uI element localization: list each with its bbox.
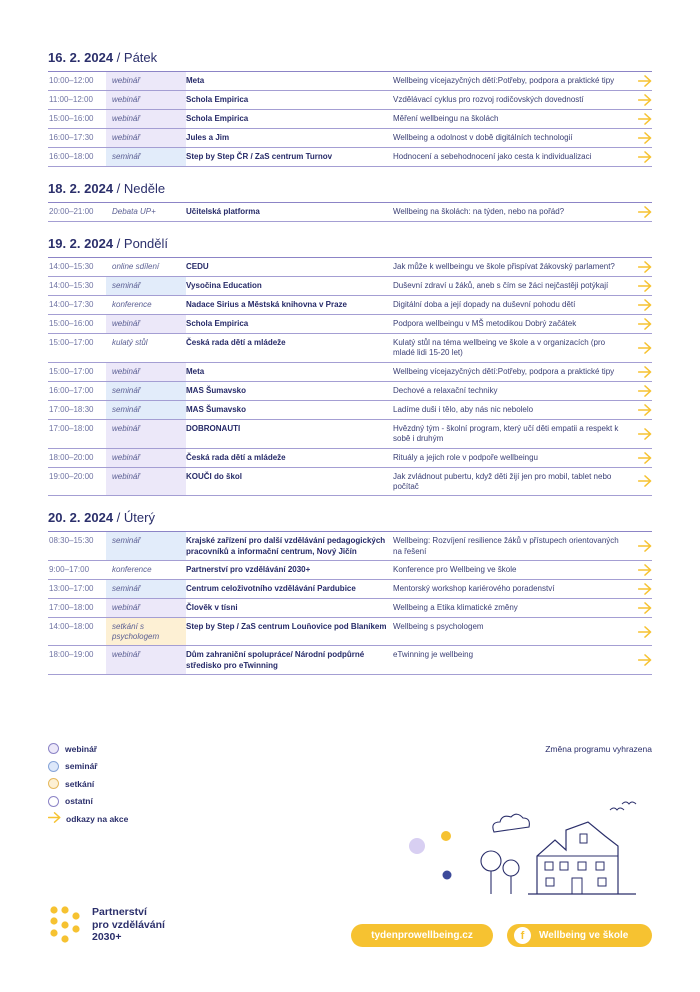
event-type: seminář <box>106 148 186 166</box>
arrow-right-icon[interactable] <box>629 561 652 579</box>
event-name: Jak zvládnout pubertu, když děti žijí jen pro mobil, tablet nebo počítač <box>393 471 612 491</box>
legend-label: webinář <box>65 743 98 754</box>
day-heading <box>48 508 652 528</box>
event-organizer: Učitelská platforma <box>186 207 260 216</box>
event-name: Měření wellbeingu na školách <box>393 114 499 123</box>
event-type: seminář <box>106 580 186 598</box>
event-time: 19:00–20:00 <box>49 471 94 481</box>
arrow-right-icon[interactable] <box>629 382 652 400</box>
arrow-right-icon[interactable] <box>629 449 652 467</box>
event-row[interactable] <box>48 449 652 468</box>
event-row[interactable] <box>48 468 652 497</box>
event-type: seminář <box>106 382 186 400</box>
event-organizer: Nadace Sirius a Městská knihovna v Praze <box>186 300 347 309</box>
event-row[interactable] <box>48 532 652 561</box>
facebook-label: Wellbeing ve škole <box>539 930 629 941</box>
partnership-logo <box>48 905 165 945</box>
arrow-right-icon[interactable] <box>629 618 652 645</box>
event-row[interactable] <box>48 382 652 401</box>
arrow-right-icon[interactable] <box>629 315 652 333</box>
event-name: Vzdělávací cyklus pro rozvoj rodičovských dovedností <box>393 95 584 104</box>
event-organizer: Step by Step ČR / ZaS centrum Turnov <box>186 152 333 161</box>
event-organizer: Dům zahraniční spolupráce/ Národní podpůrné středisko pro eTwinning <box>186 650 365 670</box>
facebook-link[interactable] <box>507 924 652 947</box>
event-row[interactable] <box>48 148 652 167</box>
event-name: Digitální doba a její dopady na duševní pohodu dětí <box>393 300 576 309</box>
day-name: Úterý <box>123 510 155 526</box>
event-name: Duševní zdraví u žáků, aneb s čím se žáci nejčastěji potýkají <box>393 281 609 290</box>
event-organizer: Člověk v tísni <box>186 603 238 613</box>
event-organizer: Meta <box>186 76 205 85</box>
arrow-right-icon[interactable] <box>629 468 652 496</box>
day-heading <box>48 234 652 254</box>
event-type: kulatý stůl <box>106 334 186 362</box>
event-row[interactable] <box>48 258 652 277</box>
event-organizer: MAS Šumavsko <box>186 385 247 395</box>
event-organizer: MAS Šumavsko <box>186 404 247 414</box>
event-row[interactable] <box>48 561 652 580</box>
program-change-note: Změna programu vyhrazena <box>545 744 652 754</box>
event-type: webinář <box>106 91 186 109</box>
event-type: webinář <box>106 420 186 448</box>
event-organizer: Schola Empirica <box>186 114 249 123</box>
legend <box>48 740 128 828</box>
event-row[interactable] <box>48 129 652 148</box>
arrow-right-icon[interactable] <box>629 296 652 314</box>
event-time: 14:00–17:30 <box>49 300 94 309</box>
event-row[interactable] <box>48 646 652 675</box>
event-type: setkání s psychologem <box>106 618 186 645</box>
schedule <box>48 48 652 687</box>
arrow-right-icon[interactable] <box>629 277 652 295</box>
arrow-right-icon[interactable] <box>629 363 652 381</box>
arrow-right-icon[interactable] <box>629 91 652 109</box>
arrow-right-icon[interactable] <box>629 258 652 276</box>
event-time: 17:00–18:30 <box>49 404 94 414</box>
event-organizer: Schola Empirica <box>186 319 249 328</box>
event-organizer: Centrum celoživotního vzdělávání Pardubice <box>186 584 356 594</box>
event-table <box>48 71 652 167</box>
event-time: 16:00–17:30 <box>49 133 94 142</box>
event-name: Kulatý stůl na téma wellbeing ve škole a v organizacích (pro mladé lidi 15-20 let) <box>393 338 606 358</box>
logo-line: 2030+ <box>92 931 122 944</box>
facebook-icon: f <box>514 927 531 944</box>
event-row[interactable] <box>48 618 652 646</box>
arrow-right-icon[interactable] <box>629 599 652 617</box>
legend-item-setkani <box>48 775 128 793</box>
event-time: 15:00–17:00 <box>49 366 94 376</box>
event-name: Wellbeing a odolnost v době digitálních technologií <box>393 133 573 142</box>
event-name: Wellbeing s psychologem <box>393 622 484 632</box>
event-time: 15:00–16:00 <box>49 114 94 123</box>
event-type: webinář <box>106 72 186 90</box>
event-organizer: KOUČI do škol <box>186 471 243 481</box>
event-time: 15:00–16:00 <box>49 319 94 328</box>
event-name: Dechové a relaxační techniky <box>393 385 498 395</box>
ostatni-dot-icon <box>48 796 59 807</box>
event-name: eTwinning je wellbeing <box>393 650 474 660</box>
arrow-right-icon[interactable] <box>629 129 652 147</box>
event-time: 16:00–17:00 <box>49 385 94 395</box>
event-organizer: Partnerství pro vzdělávání 2030+ <box>186 565 311 575</box>
event-type: webinář <box>106 646 186 674</box>
legend-label: setkání <box>65 778 95 789</box>
event-type: seminář <box>106 532 186 560</box>
legend-label: seminář <box>65 761 98 772</box>
event-type: webinář <box>106 599 186 617</box>
event-name: Wellbeing na školách: na týden, nebo na pořád? <box>393 207 565 216</box>
event-time: 14:00–18:00 <box>49 622 94 632</box>
school-illustration <box>400 798 652 905</box>
day-separator: / <box>113 50 124 65</box>
logo-text <box>92 906 165 943</box>
day-date: 19. 2. 2024 <box>48 236 114 251</box>
event-table <box>48 531 652 675</box>
event-table <box>48 257 652 496</box>
event-row[interactable] <box>48 315 652 334</box>
event-organizer: Vysočina Education <box>186 281 262 290</box>
event-row[interactable] <box>48 420 652 449</box>
event-row[interactable] <box>48 277 652 296</box>
event-time: 14:00–15:30 <box>49 262 94 271</box>
arrow-right-icon[interactable] <box>629 72 652 90</box>
legend-item-webinar <box>48 740 128 758</box>
legend-label: odkazy na akce <box>66 813 129 824</box>
event-type: konference <box>106 296 186 314</box>
event-name: Hvězdný tým - školní program, který učí děti empatii a respekt k sobě i druhým <box>393 423 619 444</box>
day-name: Pátek <box>123 50 158 65</box>
website-link[interactable]: tydenprowellbeing.cz <box>351 924 493 947</box>
event-name: Hodnocení a sebehodnocení jako cesta k individualizaci <box>393 152 592 161</box>
day-separator: / <box>113 236 124 251</box>
day-date: 20. 2. 2024 <box>48 510 114 526</box>
event-type: konference <box>106 561 186 579</box>
logo-line: Partnerství <box>92 906 147 919</box>
arrow-right-icon[interactable] <box>629 532 652 560</box>
event-row[interactable] <box>48 363 652 382</box>
event-type: Debata UP+ <box>106 203 186 221</box>
event-organizer: Meta <box>186 366 205 376</box>
event-organizer: Step by Step / ZaS centrum Louňovice pod Blaníkem <box>186 622 387 632</box>
setkani-dot-icon <box>48 778 59 789</box>
event-time: 08:30–15:30 <box>49 536 94 546</box>
arrow-right-icon[interactable] <box>629 334 652 362</box>
event-time: 13:00–17:00 <box>49 584 94 594</box>
event-table <box>48 202 652 222</box>
day-heading <box>48 48 652 68</box>
event-type: webinář <box>106 468 186 496</box>
logo-dots-icon <box>48 905 84 945</box>
event-name: Rituály a jejich role v podpoře wellbeingu <box>393 452 538 462</box>
event-time: 18:00–20:00 <box>49 452 94 462</box>
arrow-right-icon[interactable] <box>629 203 652 221</box>
arrow-right-icon <box>48 812 61 825</box>
event-name: Mentorský workshop kariérového poradenství <box>393 584 555 594</box>
legend-item-seminar <box>48 758 128 776</box>
day-name: Neděle <box>123 181 166 196</box>
day-section <box>48 48 652 167</box>
event-row[interactable] <box>48 296 652 315</box>
day-section <box>48 508 652 675</box>
legend-item-odkazy <box>48 810 128 828</box>
seminar-dot-icon <box>48 761 59 772</box>
event-organizer: Schola Empirica <box>186 95 249 104</box>
event-name: Wellbeing vícejazyčných dětí:Potřeby, podpora a praktické tipy <box>393 366 615 376</box>
event-row[interactable] <box>48 580 652 599</box>
event-time: 20:00–21:00 <box>49 207 94 216</box>
day-separator: / <box>113 510 124 526</box>
event-row[interactable] <box>48 401 652 420</box>
event-row[interactable] <box>48 110 652 129</box>
logo-line: pro vzdělávání <box>92 918 165 931</box>
event-name: Wellbeing vícejazyčných dětí:Potřeby, podpora a praktické tipy <box>393 76 615 85</box>
event-organizer: Jules a Jim <box>186 133 230 142</box>
event-type: online sdílení <box>106 258 186 276</box>
day-heading <box>48 179 652 199</box>
arrow-right-icon[interactable] <box>629 420 652 448</box>
event-type: webinář <box>106 363 186 381</box>
event-name: Ladíme duši i tělo, aby nás nic nebolelo <box>393 404 534 414</box>
arrow-right-icon[interactable] <box>629 401 652 419</box>
event-time: 16:00–18:00 <box>49 152 94 161</box>
event-row[interactable] <box>48 203 652 222</box>
event-type: webinář <box>106 110 186 128</box>
arrow-right-icon[interactable] <box>629 148 652 166</box>
event-time: 14:00–15:30 <box>49 281 94 290</box>
event-time: 18:00–19:00 <box>49 650 94 660</box>
event-row[interactable] <box>48 72 652 91</box>
event-row[interactable] <box>48 599 652 618</box>
day-list <box>48 48 652 675</box>
event-organizer: Česká rada dětí a mládeže <box>186 338 286 347</box>
event-organizer: Krajské zařízení pro další vzdělávání pedagogických pracovníků a informační centrum, Nový Jičín <box>186 536 386 556</box>
event-type: seminář <box>106 401 186 419</box>
event-row[interactable] <box>48 91 652 110</box>
day-separator: / <box>113 181 124 196</box>
arrow-right-icon[interactable] <box>629 646 652 674</box>
day-date: 18. 2. 2024 <box>48 181 114 196</box>
event-time: 11:00–12:00 <box>49 95 93 104</box>
event-name: Wellbeing: Rozvíjení resilience žáků v přístupech orientovaných na řešení <box>393 536 619 556</box>
day-date: 16. 2. 2024 <box>48 50 114 65</box>
event-type: webinář <box>106 315 186 333</box>
day-section <box>48 179 652 222</box>
event-time: 15:00–17:00 <box>49 338 94 347</box>
day-section <box>48 234 652 496</box>
arrow-right-icon[interactable] <box>629 110 652 128</box>
event-organizer: Česká rada dětí a mládeže <box>186 452 286 462</box>
arrow-right-icon[interactable] <box>629 580 652 598</box>
event-time: 10:00–12:00 <box>49 76 94 85</box>
event-name: Podpora wellbeingu v MŠ metodikou Dobrý začátek <box>393 319 577 328</box>
event-time: 9:00–17:00 <box>49 565 90 575</box>
event-name: Jak může k wellbeingu ve škole přispívat žákovský parlament? <box>393 262 615 271</box>
event-organizer: CEDU <box>186 262 209 271</box>
legend-item-ostatni <box>48 793 128 811</box>
event-organizer: DOBRONAUTI <box>186 423 241 433</box>
event-type: webinář <box>106 449 186 467</box>
event-name: Wellbeing a Etika klimatické změny <box>393 603 518 613</box>
event-row[interactable] <box>48 334 652 363</box>
event-name: Konference pro Wellbeing ve škole <box>393 565 517 575</box>
webinar-dot-icon <box>48 743 59 754</box>
event-type: webinář <box>106 129 186 147</box>
event-time: 17:00–18:00 <box>49 603 94 613</box>
day-name: Pondělí <box>123 236 168 251</box>
event-time: 17:00–18:00 <box>49 423 94 433</box>
event-type: seminář <box>106 277 186 295</box>
legend-label: ostatní <box>65 796 93 807</box>
